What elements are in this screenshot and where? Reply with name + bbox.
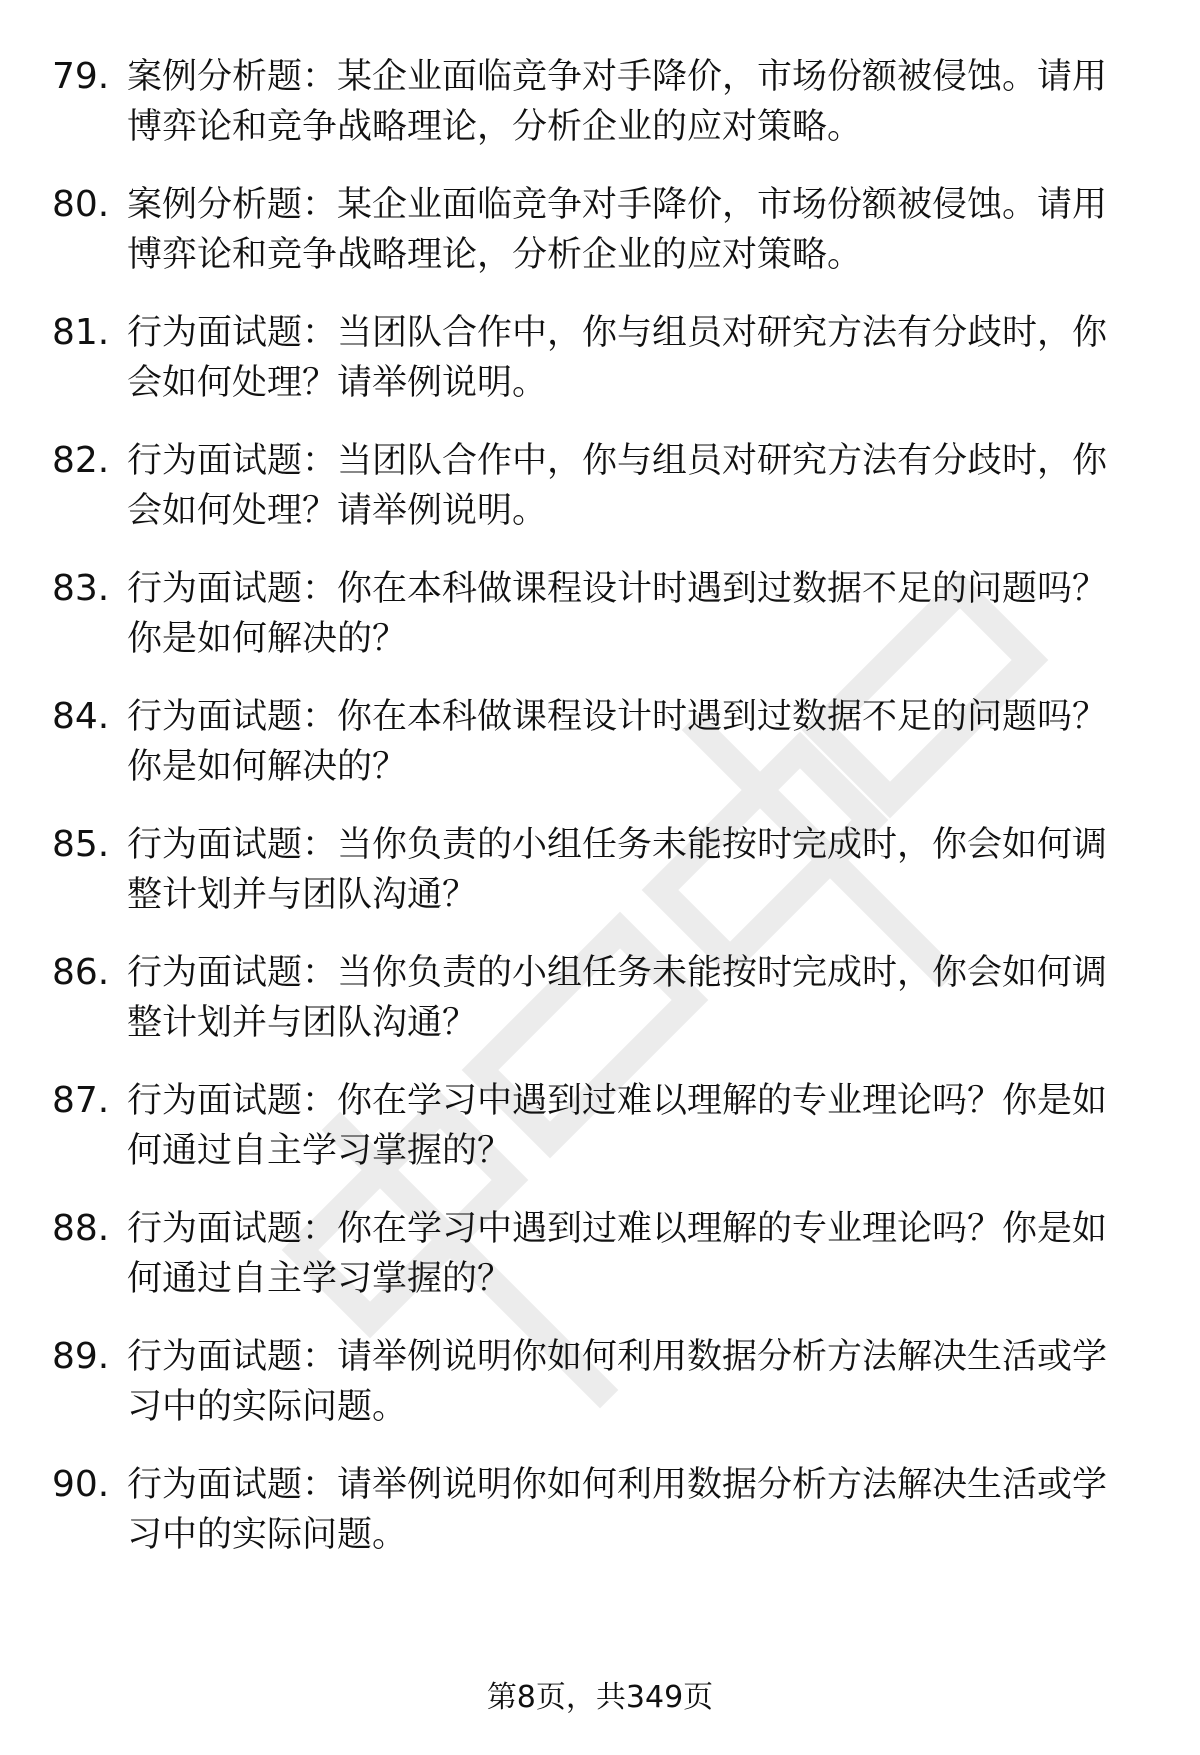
question-item — [0, 948, 1200, 1046]
question-text-line: 何通过自主学习掌握的？ — [127, 1259, 513, 1299]
question-item — [0, 564, 1200, 662]
question-item — [0, 1332, 1200, 1430]
question-number: 88. — [52, 1208, 110, 1249]
question-number: 81. — [52, 312, 110, 353]
question-text — [127, 436, 1157, 536]
question-text — [127, 1460, 1157, 1560]
question-item — [0, 692, 1200, 790]
question-text-line: 行为面试题：你在学习中遇到过难以理解的专业理论吗？你是如 — [127, 1081, 1108, 1121]
question-text — [127, 564, 1157, 664]
question-number: 79. — [52, 56, 110, 97]
page-footer — [0, 1678, 1200, 1718]
question-number: 84. — [52, 696, 110, 737]
question-item — [0, 1076, 1200, 1174]
question-number: 82. — [52, 440, 110, 481]
question-text — [127, 1332, 1157, 1432]
question-text — [127, 1076, 1157, 1176]
question-item — [0, 308, 1200, 406]
question-text — [127, 820, 1157, 920]
question-text-line: 博弈论和竞争战略理论，分析企业的应对策略。 — [127, 107, 863, 147]
question-text-line: 你是如何解决的？ — [127, 747, 408, 787]
question-text — [127, 180, 1157, 280]
question-number: 80. — [52, 184, 110, 225]
question-text-line: 习中的实际问题。 — [127, 1515, 408, 1555]
question-list — [0, 52, 1200, 1588]
question-text-line: 行为面试题：请举例说明你如何利用数据分析方法解决生活或学 — [127, 1337, 1108, 1377]
question-text — [127, 308, 1157, 408]
question-text-line: 习中的实际问题。 — [127, 1387, 408, 1427]
question-number: 83. — [52, 568, 110, 609]
question-text-line: 整计划并与团队沟通？ — [127, 875, 478, 915]
question-item — [0, 180, 1200, 278]
question-text-line: 行为面试题：当团队合作中，你与组员对研究方法有分歧时，你 — [127, 441, 1108, 481]
question-text-line: 何通过自主学习掌握的？ — [127, 1131, 513, 1171]
question-text-line: 案例分析题：某企业面临竞争对手降价，市场份额被侵蚀。请用 — [127, 57, 1108, 97]
question-text-line: 行为面试题：当团队合作中，你与组员对研究方法有分歧时，你 — [127, 313, 1108, 353]
question-text-line: 行为面试题：你在本科做课程设计时遇到过数据不足的问题吗？ — [127, 569, 1108, 609]
question-item — [0, 1204, 1200, 1302]
question-text — [127, 692, 1157, 792]
question-text-line: 博弈论和竞争战略理论，分析企业的应对策略。 — [127, 235, 863, 275]
question-text-line: 行为面试题：当你负责的小组任务未能按时完成时，你会如何调 — [127, 825, 1108, 865]
page-number-label: 第8页，共349页 — [486, 1680, 714, 1715]
question-text-line: 行为面试题：请举例说明你如何利用数据分析方法解决生活或学 — [127, 1465, 1108, 1505]
question-text — [127, 948, 1157, 1048]
question-text — [127, 52, 1157, 152]
question-text-line: 案例分析题：某企业面临竞争对手降价，市场份额被侵蚀。请用 — [127, 185, 1108, 225]
question-item — [0, 52, 1200, 150]
question-item — [0, 1460, 1200, 1558]
question-text — [127, 1204, 1157, 1304]
question-item — [0, 436, 1200, 534]
question-number: 89. — [52, 1336, 110, 1377]
question-number: 87. — [52, 1080, 110, 1121]
question-text-line: 整计划并与团队沟通？ — [127, 1003, 478, 1043]
question-number: 90. — [52, 1464, 110, 1505]
question-text-line: 行为面试题：当你负责的小组任务未能按时完成时，你会如何调 — [127, 953, 1108, 993]
question-text-line: 你是如何解决的？ — [127, 619, 408, 659]
question-number: 85. — [52, 824, 110, 865]
question-text-line: 会如何处理？请举例说明。 — [127, 363, 548, 403]
question-text-line: 会如何处理？请举例说明。 — [127, 491, 548, 531]
question-number: 86. — [52, 952, 110, 993]
question-text-line: 行为面试题：你在本科做课程设计时遇到过数据不足的问题吗？ — [127, 697, 1108, 737]
question-item — [0, 820, 1200, 918]
question-text-line: 行为面试题：你在学习中遇到过难以理解的专业理论吗？你是如 — [127, 1209, 1108, 1249]
